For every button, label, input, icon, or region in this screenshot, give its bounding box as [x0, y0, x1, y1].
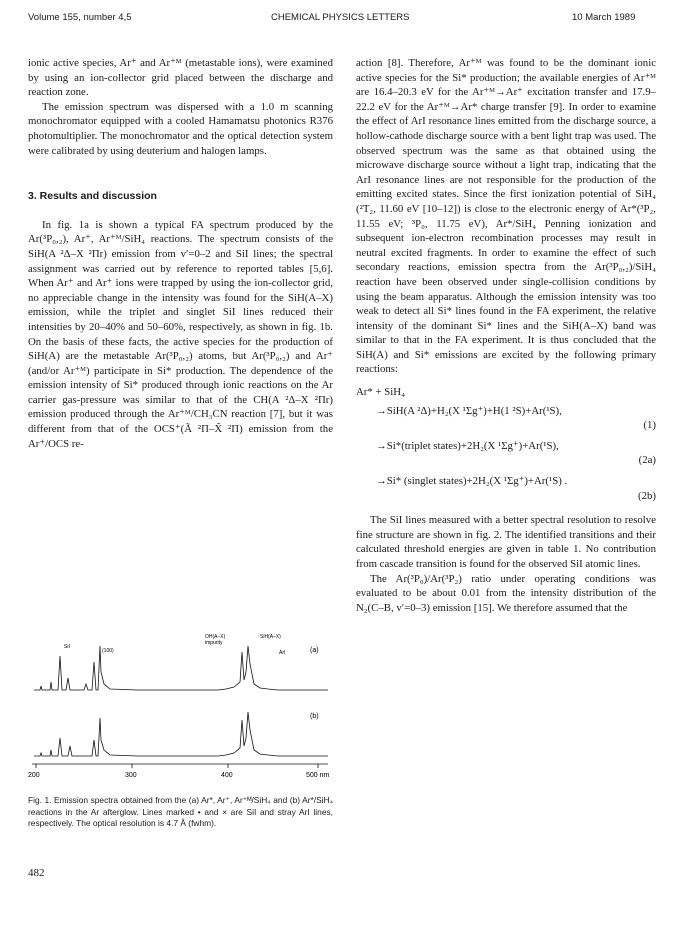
left-paragraph-3: In fig. 1a is shown a typical FA spectrum produced by the Ar(³P₀,₂), Ar⁺, Ar⁺ᴹ/SiH₄ reactions. The spectrum consists of the SiH(A ²Δ–X ²Πr) emission from v′=0–2 and SiI lines; the spectral assignment was carried out by reference to reported tables [5,6]. When Ar⁺ and Ar⁺ ions were trapped by using the ion-collector grid, no appreciable change in the intensity was found for the SiH(A–X) emission, while the triplet and singlet SiI lines reduced their intensities by 20–40% and 50–60%, respectively, as shown in fig. 1b. On the basis of these facts, the active species for the production of SiH(A) are the metastable Ar(³P₀,₂) atoms, but Ar(³P₀,₂) and Ar⁺ (and/or Ar⁺ᴹ) participate in Si* production. The dependence of the emission intensity of Si* produced through ionic reactions on the Ar carrier gas-pressure was similar to that of the CH(A ²Δ–X ²Πr) emission produced through the Ar⁺ᴹ/CH₃CN reaction [7], but it was different from that of the OCS⁺(Ã ²Π–X̃ ²Π) emission from the Ar⁺/OCS re- — [28, 218, 333, 450]
right-paragraph-1: action [8]. Therefore, Ar⁺ᴹ was found to be the dominant ionic active species for the Si* production; the available energies of Ar⁺ᴹ are 16.4–20.3 eV for the Ar⁺ᴹ→Ar⁺ excitation transfer and 17.9–22.2 eV for the Ar⁺ᴹ→Ar* charge transfer [9]. In order to examine the effect of ArI resonance lines emitted from the discharge source, a hollow-cathode discharge source with a bent light trap was used. The observed spectrum was the same as that obtained using the microwave discharge source without a light trap, indicating that the ArI resonance lines are not responsible for the production of the emitting excited states. Since the first ionization potential of SiH₄ (²T₂, 11.60 eV [10–12]) is close to the electronic energy of Ar*(³P₂, 11.55 eV; ³P₀, 11.75 eV), Ar*/SiH₄ Penning ionization and subsequent ion-electron recombination processes may result in neutral excited fragments. In order to examine the effect of such secondary reactions, emission spectra from the Ar(³P₀,₂)/SiH₄ reaction have been observed under single-collision conditions by using the beam apparatus. Although the emission intensity was too weak to detect all Si* lines found in the FA experiment, the relative intensity of the dominant Si* lines and the SiH(A–X) band was similar to that in the FA experiment. It is thus concluded that the SiH(A) and Si* emissions are excited by the following primary reactions: — [356, 57, 656, 376]
fig-tick-200: 200 — [28, 772, 40, 779]
equation-2b — [356, 474, 656, 489]
fig-tick-400: 400 — [221, 772, 233, 779]
equation-2b-number: (2b) — [638, 489, 656, 502]
equation-2a — [356, 439, 656, 454]
right-paragraph-3: The Ar(³P₀)/Ar(³P₂) ratio under operating conditions was evaluated to be about 0.01 from the intensity distribution of the N₂(C–B, v′=0–3) emission [15]. We therefore assumed that the — [356, 572, 656, 614]
equation-2b-text: →Si* (singlet states)+2H₂(X ¹Σg⁺)+Ar(¹S) . — [376, 475, 568, 488]
left-paragraph-1: ionic active species, Ar⁺ and Ar⁺ᴹ (metastable ions), were examined by using an ion-collector grid placed between the discharge and reaction zone. — [28, 57, 333, 99]
left-column — [28, 56, 333, 451]
figure-1-spectra — [28, 632, 338, 782]
equation-head: Ar* + SiH₄ — [356, 386, 405, 399]
header-journal: CHEMICAL PHYSICS LETTERS — [271, 12, 410, 23]
equation-2a-text: →Si*(triplet states)+2H₂(X ¹Σg⁺)+Ar(¹S), — [376, 439, 559, 452]
spectrum-b — [34, 712, 328, 756]
left-paragraph-2: The emission spectrum was dispersed with a 1.0 m scanning monochromator equipped with a cooled Hamamatsu photonics R376 photomultiplier. The monochromator and the optical detection system were calibrated by using deuterium and halogen lamps. — [28, 100, 333, 157]
equation-1 — [356, 404, 656, 419]
figure-caption: Fig. 1. Emission spectra obtained from the (a) Ar*, Ar⁺, Ar⁺ᴹ/SiH₄ and (b) Ar*/SiH₄ reactions in the Ar afterglow. Lines marked • and × are SiI and stray ArI lines, respectively. The optical resolution is 4.7 Å (fwhm). — [28, 795, 333, 828]
page-number: 482 — [28, 867, 45, 879]
equation-2a-number: (2a) — [638, 454, 656, 467]
fig-label-oh: OH(A–X) — [205, 634, 226, 640]
fig-tick-500: 500 nm — [306, 772, 330, 779]
fig-label-100: (100) — [102, 648, 114, 654]
fig-tick-300: 300 — [125, 772, 137, 779]
header-date: 10 March 1989 — [572, 12, 636, 23]
equation-1-number: (1) — [643, 419, 656, 432]
right-paragraph-2: The SiI lines measured with a better spectral resolution to resolve fine structure are shown in fig. 2. The identified transitions and their calculated threshold energies are given in table 1. No contribution from cascade transition is found for the observed SiI atomic lines. — [356, 514, 656, 570]
right-column — [356, 56, 656, 615]
header-volume: Volume 155, number 4,5 — [28, 12, 132, 23]
section-heading: 3. Results and discussion — [28, 190, 157, 203]
fig-label-impurity: impurity — [205, 640, 223, 646]
fig-label-ari: ArI — [279, 650, 286, 656]
fig-label-sih: SiH(A–X) — [260, 634, 281, 640]
equation-1-text: →SiH(A ²Δ)+H₂(X ¹Σg⁺)+H(1 ²S)+Ar(¹S), — [376, 404, 562, 417]
fig-label-si: SiI — [64, 644, 70, 650]
fig-panel-a: (a) — [310, 647, 319, 654]
fig-panel-b: (b) — [310, 713, 319, 720]
